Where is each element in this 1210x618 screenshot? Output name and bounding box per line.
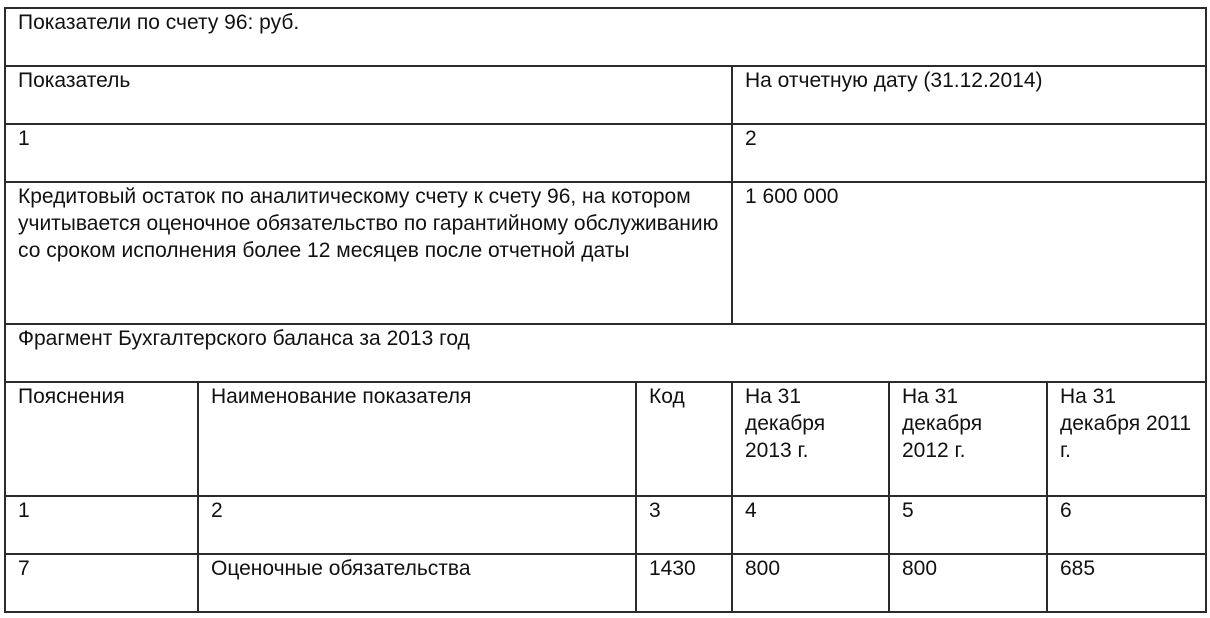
section1-numbering-row <box>5 124 1206 182</box>
section1-title: Показатели по счету 96: руб. <box>5 8 1206 66</box>
section1-number-cell: 1 <box>5 124 732 182</box>
indicator-header: Показатель <box>5 66 732 124</box>
indicator-description: Кредитовый остаток по аналитическому счету к счету 96, на котором учитывается оценочное обязательство по гарантийному обслуживанию со сроком исполнения более 12 месяцев после отчетной даты <box>5 182 732 324</box>
balance-number-cell: 2 <box>198 496 636 554</box>
value-2011-cell: 685 <box>1047 554 1206 612</box>
balance-number-cell: 1 <box>5 496 198 554</box>
value-2013-cell: 800 <box>732 554 889 612</box>
section1-number-cell: 2 <box>732 124 1206 182</box>
balance-header-row <box>5 382 1206 496</box>
date-2011-header: На 31 декабря 2011 г. <box>1047 382 1206 496</box>
balance-numbering-row <box>5 496 1206 554</box>
code-cell: 1430 <box>636 554 732 612</box>
value-2012-cell: 800 <box>889 554 1047 612</box>
indicator-name-header: Наименование показателя <box>198 382 636 496</box>
section2-title-row <box>5 324 1206 382</box>
section1-title-row <box>5 8 1206 66</box>
explanation-cell: 7 <box>5 554 198 612</box>
code-header: Код <box>636 382 732 496</box>
section2-title: Фрагмент Бухгалтерского баланса за 2013 год <box>5 324 1206 382</box>
balance-number-cell: 6 <box>1047 496 1206 554</box>
indicator-value: 1 600 000 <box>732 182 1206 324</box>
table-row <box>5 554 1206 612</box>
indicator-name-cell: Оценочные обязательства <box>198 554 636 612</box>
reporting-date-header: На отчетную дату (31.12.2014) <box>732 66 1206 124</box>
balance-number-cell: 4 <box>732 496 889 554</box>
balance-number-cell: 5 <box>889 496 1047 554</box>
balance-number-cell: 3 <box>636 496 732 554</box>
date-2012-header: На 31 декабря 2012 г. <box>889 382 1047 496</box>
document-table <box>4 7 1207 613</box>
section1-data-row <box>5 182 1206 324</box>
explanations-header: Пояснения <box>5 382 198 496</box>
date-2013-header: На 31 декабря 2013 г. <box>732 382 889 496</box>
section1-header-row <box>5 66 1206 124</box>
